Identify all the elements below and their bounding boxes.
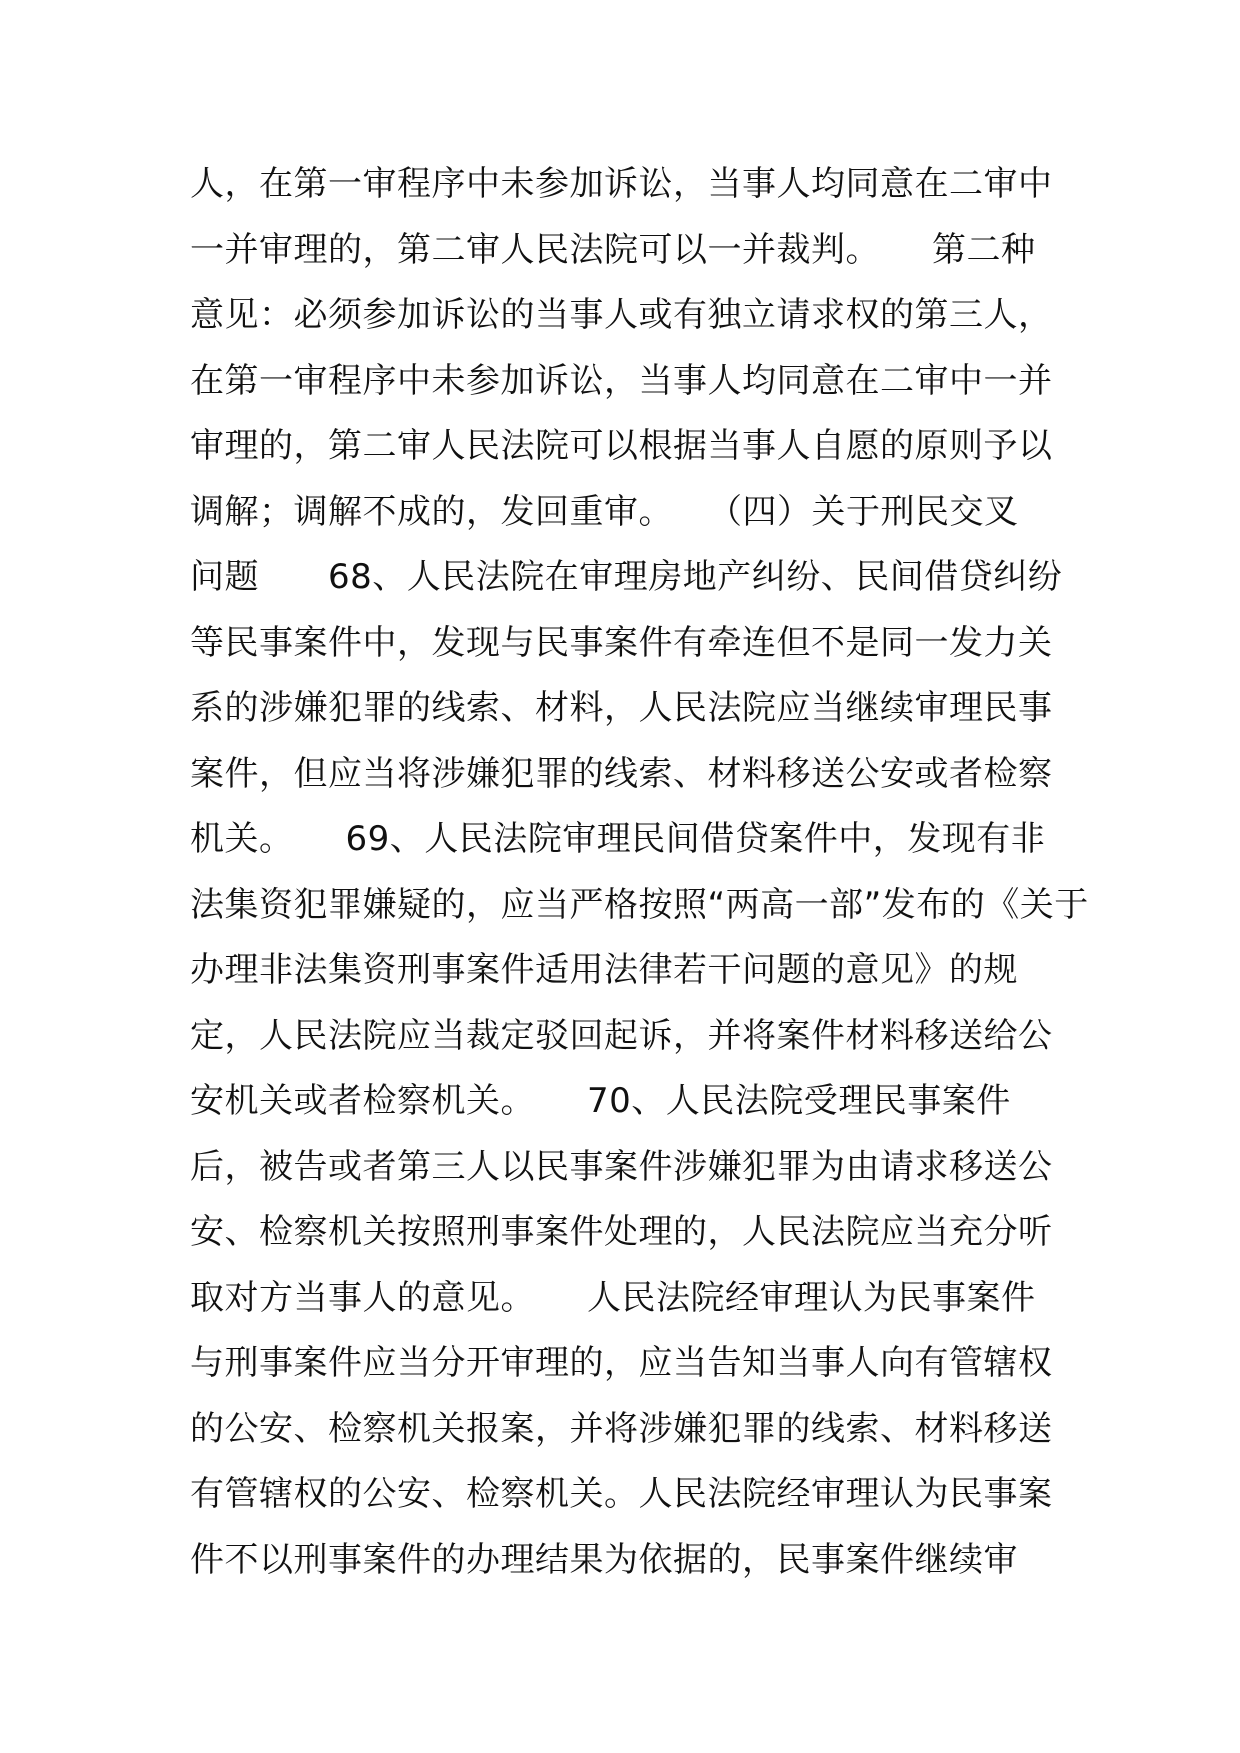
text-line: 件不以刑事案件的办理结果为依据的，民事案件继续审 — [190, 1539, 1018, 1580]
text-line: 意见：必须参加诉讼的当事人或有独立请求权的第三人， — [190, 295, 1053, 335]
text-line: 安机关或者检察机关。 70、人民法院受理民事案件 — [190, 1081, 1011, 1121]
text-line: 一并审理的，第二审人民法院可以一并裁判。 第二种 — [190, 229, 1036, 270]
text-line: 与刑事案件应当分开审理的，应当告知当事人向有管辖权 — [190, 1343, 1053, 1383]
text-line: 的公安、检察机关报案，并将涉嫌犯罪的线索、材料移送 — [190, 1408, 1053, 1449]
text-line: 案件，但应当将涉嫌犯罪的线索、材料移送公安或者检察 — [190, 753, 1053, 794]
body-text — [190, 152, 1089, 1593]
text-line: 等民事案件中，发现与民事案件有牵连但不是同一发力关 — [190, 622, 1053, 663]
text-line: 人，在第一审程序中未参加诉讼，当事人均同意在二审中 — [190, 164, 1053, 204]
text-line: 取对方当事人的意见。 人民法院经审理认为民事案件 — [190, 1277, 1036, 1318]
text-line: 法集资犯罪嫌疑的，应当严格按照“两高一部”发布的《关于 — [190, 884, 1089, 925]
text-line: 调解；调解不成的，发回重审。 （四）关于刑民交叉 — [190, 491, 1019, 532]
text-line: 有管辖权的公安、检察机关。人民法院经审理认为民事案 — [190, 1474, 1053, 1514]
text-line: 机关。 69、人民法院审理民间借贷案件中，发现有非 — [190, 819, 1046, 859]
text-line: 定，人民法院应当裁定驳回起诉，并将案件材料移送给公 — [190, 1015, 1053, 1056]
text-line: 办理非法集资刑事案件适用法律若干问题的意见》的规 — [190, 950, 1018, 990]
text-line: 问题 68、人民法院在审理房地产纠纷、民间借贷纠纷 — [190, 557, 1063, 597]
text-line: 审理的，第二审人民法院可以根据当事人自愿的原则予以 — [190, 426, 1053, 466]
text-line: 在第一审程序中未参加诉讼，当事人均同意在二审中一并 — [190, 360, 1053, 401]
text-line: 安、检察机关按照刑事案件处理的，人民法院应当充分听 — [190, 1212, 1053, 1252]
text-line: 系的涉嫌犯罪的线索、材料，人民法院应当继续审理民事 — [190, 688, 1053, 728]
text-line: 后，被告或者第三人以民事案件涉嫌犯罪为由请求移送公 — [190, 1146, 1053, 1187]
